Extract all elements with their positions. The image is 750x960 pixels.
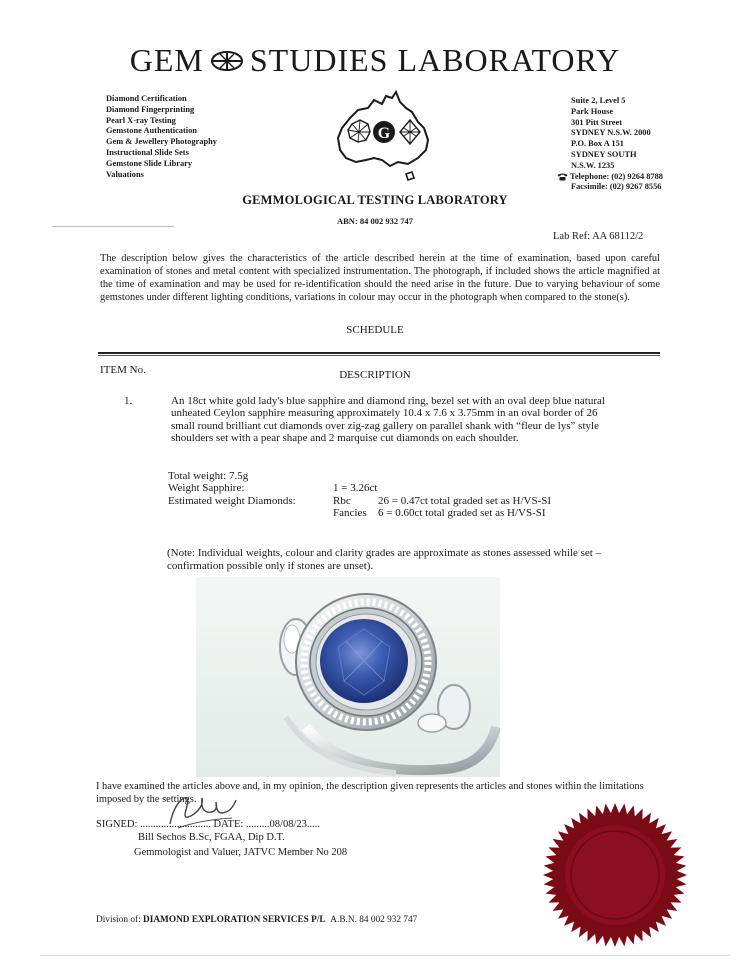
item-description: An 18ct white gold lady's blue sapphire and diamond ring, bezel set with an oval deep blue natural unheated Ceylon sapphire measuring approximately 10.4 x 7.6 x 3.75mm in an oval border of 26 small round brilliant cut diamonds over zig-zag gallery on parallel shank with “fleur de lys” style shoulders set with a pear shape and 2 marquise cut diamonds on each shoulder. — [171, 395, 605, 444]
australia-gem-logo — [328, 88, 438, 184]
emerald-cut-gem-icon — [400, 120, 420, 144]
signed-date-line: SIGNED: ........................... DATE: .........08/08/23..... — [96, 819, 320, 830]
services-list — [106, 94, 217, 180]
telephone-line: Telephone: (02) 9264 8788 — [557, 172, 663, 183]
address-line: P.O. Box A 151 — [571, 139, 624, 149]
svg-text:G: G — [377, 125, 391, 142]
round-gem-icon — [348, 120, 370, 142]
total-weight: Total weight: 7.5g — [168, 470, 249, 482]
footer-abn: A.B.N. 84 002 932 747 — [330, 915, 418, 925]
address-line: 301 Pitt Street — [571, 117, 623, 127]
service-item: Pearl X-ray Testing — [106, 115, 176, 125]
address-line: Park House — [571, 106, 614, 116]
diamonds-rbc-row: Estimated weight Diamonds: Rbc 26 = 0.47ct total graded set as H/VS-SI — [168, 494, 552, 507]
signer-name: Bill Sechos B.Sc, FGAA, Dip D.T. — [138, 832, 285, 843]
ring-image — [196, 577, 500, 777]
divider — [98, 355, 660, 356]
service-item: Gemstone Slide Library — [106, 158, 193, 168]
lab-subtitle: GEMMOLOGICAL TESTING LABORATORY — [242, 193, 508, 207]
divider — [52, 226, 174, 227]
footer-company: DIAMOND EXPLORATION SERVICES P/L — [143, 915, 326, 925]
lab-title — [0, 42, 750, 79]
certification-statement: I have examined the articles above and, in my opinion, the description given represents the articles and stones within the limitations imposed by the settings. — [96, 781, 644, 805]
service-item: Instructional Slide Sets — [106, 147, 189, 157]
diamond-cross-icon — [210, 49, 244, 73]
address-line: N.S.W. 1235 — [571, 160, 615, 170]
service-item: Valuations — [106, 169, 144, 179]
header-abn: ABN: 84 002 932 747 — [336, 216, 414, 226]
facsimile-line: Facsimile: (02) 9267 8556 — [571, 182, 662, 192]
weight-sapphire-row: Weight Sapphire: 1 = 3.26ct — [168, 482, 378, 495]
lab-address — [571, 96, 663, 193]
diamonds-fancies-row: Fancies 6 = 0.60ct total graded set as H/VS-SI — [333, 506, 546, 519]
address-line: Suite 2, Level 5 — [571, 96, 626, 105]
address-line: SYDNEY SOUTH — [571, 149, 637, 159]
lab-reference: Lab Ref: AA 68112/2 — [553, 231, 644, 242]
item-number: 1. — [124, 395, 133, 407]
item-number-header: ITEM No. — [100, 364, 146, 376]
service-item: Gem & Jewellery Photography — [106, 137, 217, 147]
title-studies-laboratory: STUDIES LABORATORY — [249, 42, 621, 78]
service-item: Gemstone Authentication — [106, 126, 197, 136]
signer-title: Gemmologist and Valuer, JATVC Member No 208 — [134, 847, 348, 858]
red-seal-icon — [540, 800, 690, 950]
intro-paragraph: The description below gives the characteristics of the article described herein at the time of examination, based upon careful examination of stones and metal content with specialized instrumentation. The photograph, if included shows the article magnified at the time of examination and may be used for re-identification should the need arise in the future. Due to varying behaviour of some gemstones under different lighting conditions, variations in colour may occur in the photograph when compared to the stone(s). — [100, 253, 660, 303]
item-specifications — [168, 470, 551, 519]
divider — [98, 352, 660, 354]
telephone-icon — [557, 173, 568, 181]
divider — [40, 955, 730, 956]
schedule-heading: SCHEDULE — [346, 324, 404, 336]
service-item: Diamond Certification — [106, 94, 187, 103]
service-item: Diamond Fingerprinting — [106, 104, 195, 114]
ring-photograph — [196, 577, 500, 777]
title-gem: GEM — [129, 42, 204, 78]
grading-note: (Note: Individual weights, colour and clarity grades are approximate as stones assessed while set – confirmation possible only if stones are unset). — [167, 547, 602, 572]
address-line: SYDNEY N.S.W. 2000 — [571, 128, 651, 138]
description-header: DESCRIPTION — [339, 369, 411, 381]
footer-division: Division of: DIAMOND EXPLORATION SERVICES P/L A.B.N. 84 002 932 747 — [96, 915, 418, 925]
